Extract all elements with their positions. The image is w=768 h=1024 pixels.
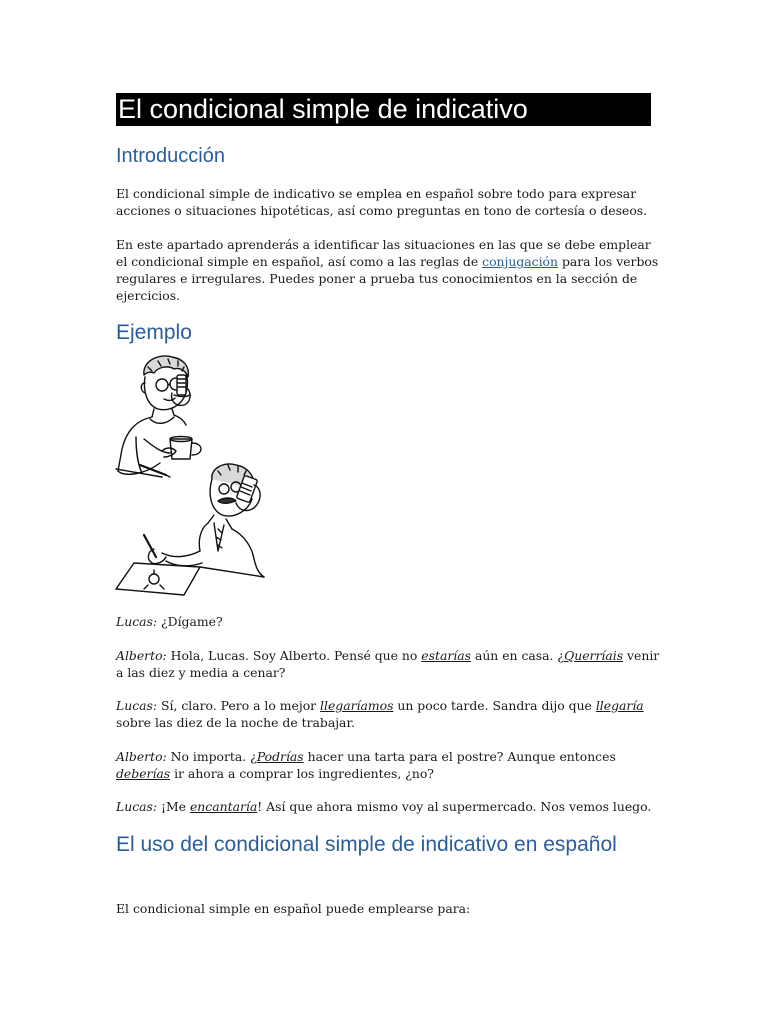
dialogue-line-2 xyxy=(116,647,661,681)
conditional-verb: deberías xyxy=(116,766,171,781)
speaker-label: Lucas: xyxy=(116,698,158,713)
dialogue-text: ! Así que ahora mismo voy al supermercado. Nos vemos luego. xyxy=(257,799,652,814)
dialogue-text: ir ahora a comprar los ingredientes, ¿no? xyxy=(170,766,434,781)
conditional-verb: llegaría xyxy=(595,698,644,713)
dialogue-text: ¿Dígame? xyxy=(157,614,223,629)
intro-paragraph-2-end: para los verbos regulares e irregulares. Puedes poner a prueba tus conocimientos en la sección de ejercicios. xyxy=(116,254,659,303)
conditional-verb: Querríais xyxy=(564,648,624,663)
dialogue-text: aún en casa. ¿ xyxy=(471,648,565,663)
dialogue-text: Hola, Lucas. Soy Alberto. Pensé que no xyxy=(166,648,422,663)
conjugacion-link[interactable]: conjugación xyxy=(482,254,558,269)
conditional-verb: llegaríamos xyxy=(320,698,394,713)
conditional-verb: encantaría xyxy=(189,799,258,814)
heading-ejemplo: Ejemplo xyxy=(116,321,192,344)
dialogue-text: No importa. ¿ xyxy=(166,749,257,764)
intro-paragraph-2-start: En este apartado aprenderás a identificar las situaciones en las que se debe emplear el condicional simple en español, así como a las reglas de xyxy=(116,237,651,269)
speaker-label: Alberto: xyxy=(116,749,167,764)
conditional-verb: estarías xyxy=(421,648,471,663)
dialogue-line-3 xyxy=(116,697,661,731)
dialogue-text: un poco tarde. Sandra dijo que xyxy=(393,698,596,713)
speaker-label: Lucas: xyxy=(116,799,158,814)
dialogue-text: hacer una tarta para el postre? Aunque entonces xyxy=(303,749,616,764)
two-people-on-phone-illustration xyxy=(114,353,274,598)
uso-paragraph-1: El condicional simple en español puede emplearse para: xyxy=(116,901,471,916)
speaker-label: Lucas: xyxy=(116,614,158,629)
dialogue-text: venir a las diez y media a cenar? xyxy=(116,648,660,680)
page-title: El condicional simple de indicativo xyxy=(116,93,651,126)
conditional-verb: Podrías xyxy=(256,749,304,764)
dialogue-line-1 xyxy=(116,613,661,630)
heading-uso: El uso del condicional simple de indicativo en español xyxy=(116,833,617,856)
dialogue-text: ¡Me xyxy=(157,799,190,814)
alberto-figure-icon xyxy=(116,464,264,595)
intro-paragraph-2 xyxy=(116,236,661,304)
dialogue-line-5 xyxy=(116,798,661,815)
speaker-label: Alberto: xyxy=(116,648,167,663)
dialogue-text: Sí, claro. Pero a lo mejor xyxy=(157,698,321,713)
intro-paragraph-1: El condicional simple de indicativo se emplea en español sobre todo para expresar acciones o situaciones hipotéticas, así como preguntas en tono de cortesía o deseos. xyxy=(116,186,648,218)
dialogue-text: sobre las diez de la noche de trabajar. xyxy=(116,715,355,730)
heading-introduccion: Introducción xyxy=(116,145,225,167)
dialogue-line-4 xyxy=(116,748,661,782)
lucas-figure-icon xyxy=(116,356,201,477)
